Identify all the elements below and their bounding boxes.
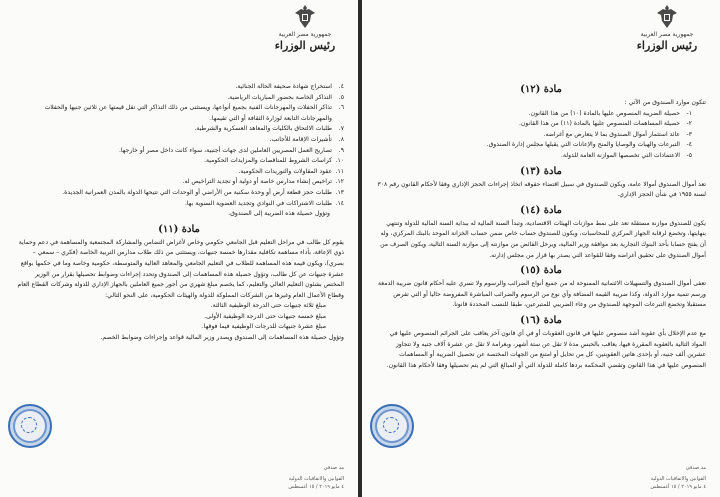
list-item: ٨. تأشيرات الإقامة للأجانب. — [269, 135, 344, 143]
header-office: رئيس الوزراء — [274, 39, 336, 52]
list-item: ٧. طلبات الالتحاق بالكليات والمعاهد العسكرية والشرطية. — [194, 125, 344, 133]
article-11-heading: مادة (١١) — [158, 223, 200, 235]
article-15-heading: مادة (١٥) — [520, 265, 562, 277]
article-16-heading: مادة (١٦) — [520, 314, 562, 326]
article-12-heading: مادة (١٢) — [520, 84, 562, 95]
article-11-closing: وتؤول حصيلة هذه المساهمات إلى الصندوق ويصدر وزير المالية قواعد وإجراءات وضوابط الخصم. — [100, 334, 344, 342]
list-item: ١- حصيلة الضريبة المنصوص عليها بالمادة (١٠) من هذا القانون. — [528, 109, 692, 117]
right-page-body — [376, 80, 706, 371]
bullet-item: مبلغ خمسة جنيهات حتى الدرجة الوظيفية الأولى. — [204, 312, 326, 320]
eagle-emblem-icon — [294, 4, 316, 30]
page-footer: مد صدقي القوانين والاتفاقيات الدولية ٤ مايو ٢٠١٩ / ١٥ أغسطس — [288, 465, 344, 490]
article-16-text: مع عدم الإخلال بأي عقوبة أشد منصوص عليها في قانون العقوبات أو في أي قانون آخر يعاقب على الجرائم المنصوص عليها في المواد التالية بالعقوبة المقررة فيها، يعاقب بالحبس مدة لا تقل عن ستة أشهر، وبغرامة لا تقل عن عشرة آلاف جنيه ولا تتجاوز عشرين ألف جنيه، أو بإحدى هاتين العقوبتين، كل من تحايل أو امتنع من الجهات المختصة عن تحصيل الضريبة أو المساهمات المنصوص عليها في هذا القانون وتقضي المحكمة بردها كاملة للدولة التي أو المبالغ التي لم يتم تحصيلها وفقا لأحكام هذا القانون. — [386, 329, 706, 369]
header-office: رئيس الوزراء — [636, 39, 698, 52]
list-item: ٢- حصيلة المساهمات المنصوص عليها بالمادة (١١) من هذا القانون. — [519, 120, 692, 128]
eagle-emblem-icon — [656, 4, 678, 30]
list-item: ٩. تصاريح العمل المصريين العاملين لدى جهات أجنبية، سواء كانت داخل مصر أو خارجها. — [118, 146, 344, 154]
list-item: ١١. عقود المقاولات والتوريدات الحكومية. — [238, 167, 344, 175]
article-11-text: يقوم كل طالب في مراحل التعليم قبل الجامعي حكومي وخاص لأغراض التضامن والمشاركة المجتمعية والمساهمة في دعم وحماية ذوي الإعاقة، بأداء مساهمة تكافلية مقدارها خمسة جنيهات، ويستثنى من ذلك طلاب مدارس التربية الخاصة (فكري – سمعي – بصري)، ويكون قيمة هذه المساهمة للطلاب في التعليم الجامعي والمعاهد العالية والمتوسطة، حكومية وخاصة وما في حكمها بواقع عشرة جنيهات عن كل طالب، وتؤول حصيلة هذه المساهمات إلى الصندوق وتحدد إجراءات وضوابط تحصيلها بقرار من الوزير المختص بشئون التعليم العالي والتعليم، كما يخصم مبلغ شهري من أجور جميع العاملين بالجهاز الإداري للدولة وشركات القطاع العام وقطاع الأعمال العام وغيرها من الشركات المملوكة للدولة والهيئات الحكومية، على النحو التالي: — [17, 238, 344, 299]
header-country: جمهورية مصر العربية — [278, 31, 332, 38]
list-item: ٦. تذاكر الحفلات والمهرجانات الفنية بجميع أنواعها، ويستثنى من ذلك التذاكر التي تقل قيمتها عن ثلاثين جنيها والحفلات والمهرجانات التابعة لوزارة الثقافة أو التي تقيمها. — [44, 104, 344, 122]
list-item: ١٣. طلبات حجز قطعة أرض أو وحدة سكنية من الأراضي أو الوحدات التي تتيحها الدولة بالمدن العمرانية الجديدة. — [62, 188, 344, 196]
page-footer: مد صدقي القوانين والاتفاقيات الدولية ٤ مايو ٢٠١٩ / ١٥ أغسطس — [650, 465, 706, 490]
article-13-heading: مادة (١٣) — [520, 165, 562, 177]
left-page — [0, 0, 358, 497]
right-page — [362, 0, 720, 497]
list-item: ١٠. كراسات الشروط للمناقصات والمزايدات الحكومية. — [204, 157, 344, 165]
list-item: ٤- التبرعات والهبات والوصايا والمنح والإعانات التي يقبلها مجلس إدارة الصندوق. — [486, 141, 692, 149]
page-header — [632, 4, 702, 52]
header-country: جمهورية مصر العربية — [640, 31, 694, 38]
list-item: ٥. التذاكر الخاصة بحضور المباريات الرياضية. — [227, 93, 344, 101]
article-14-heading: مادة (١٤) — [520, 204, 562, 216]
tax-proceeds-note: وتؤول حصيلة هذه الضريبة إلى الصندوق. — [228, 210, 330, 218]
article-14-text: يكون للصندوق موازنة مستقلة تعد على نمط موازنات الهيئات الاقتصادية، وتبدأ السنة المالية له ببداية السنة المالية للدولة وتنتهي بنهايتها، وتخضع لرقابة الجهاز المركزي للمحاسبات، ويكون للصندوق حساب خاص ضمن حساب الخزانة الموحد بالبنك المركزي، وله أن يفتح حسابا بأحد البنوك التجارية بعد موافقة وزير المالية، ويرحل الفائض من موازنته إلى موازنة السنة التالية، ويكون الصرف من أموال الصندوق على تحقيق أغراضه وفقا للقواعد التي يصدر بها قرار من مجلس إدارته. — [380, 219, 706, 259]
article-12-intro: تتكون موارد الصندوق من الآتي : — [624, 99, 706, 106]
article-13-text: تعد أموال الصندوق أموالا عامة، ويكون للصندوق في سبيل اقتضاء حقوقه اتخاذ إجراءات الحجز الإداري وفقا لأحكام القانون رقم ٣٠٨ لسنة ١٩٥٥ في شأن الحجز الإداري. — [377, 180, 706, 199]
article-15-text: تعفى أموال الصندوق والتسهيلات الائتمانية الممنوحة له من جميع أنواع الضرائب والرسوم ولا تسري عليه أحكام قانون ضريبة الدمغة ورسم تنمية موارد الدولة، وكذا ضريبة القيمة المضافة وأي نوع من الرسوم والضرائب المباشرة المفروضة حاليا أو التي تفرض مستقبلا وتخضع التبرعات الموجهة للصندوق من وعاء الضريبي للمتبرعين، طبقا للنسب المحددة قانونا. — [378, 280, 706, 309]
list-item: ١٤. طلبات الاشتراكات في النوادي وتجديد العضوية السنوية بها. — [184, 199, 344, 207]
list-item: ١٢. تراخيص إنشاء مدارس خاصة أو دولية أو تجديد التراخيص له. — [182, 178, 344, 186]
list-item: ٥- الاعتمادات التي تخصصها الموازنة العامة للدولة. — [561, 151, 692, 159]
page-header — [270, 4, 340, 52]
left-page-body — [14, 82, 344, 344]
bullet-item: مبلغ عشرة جنيهات للدرجات الوظيفية فيما فوقها. — [201, 323, 326, 331]
bullet-item: مبلغ ثلاثة جنيهات حتى الدرجة الوظيفية الثالثة. — [210, 302, 326, 310]
official-stamp — [370, 404, 414, 448]
official-stamp — [8, 404, 52, 448]
list-item: ٤. استخراج شهادة صحيفة الحالة الجنائية. — [235, 83, 344, 90]
list-item: ٣- عائد استثمار أموال الصندوق بما لا يتعارض مع أغراضه. — [543, 130, 692, 138]
